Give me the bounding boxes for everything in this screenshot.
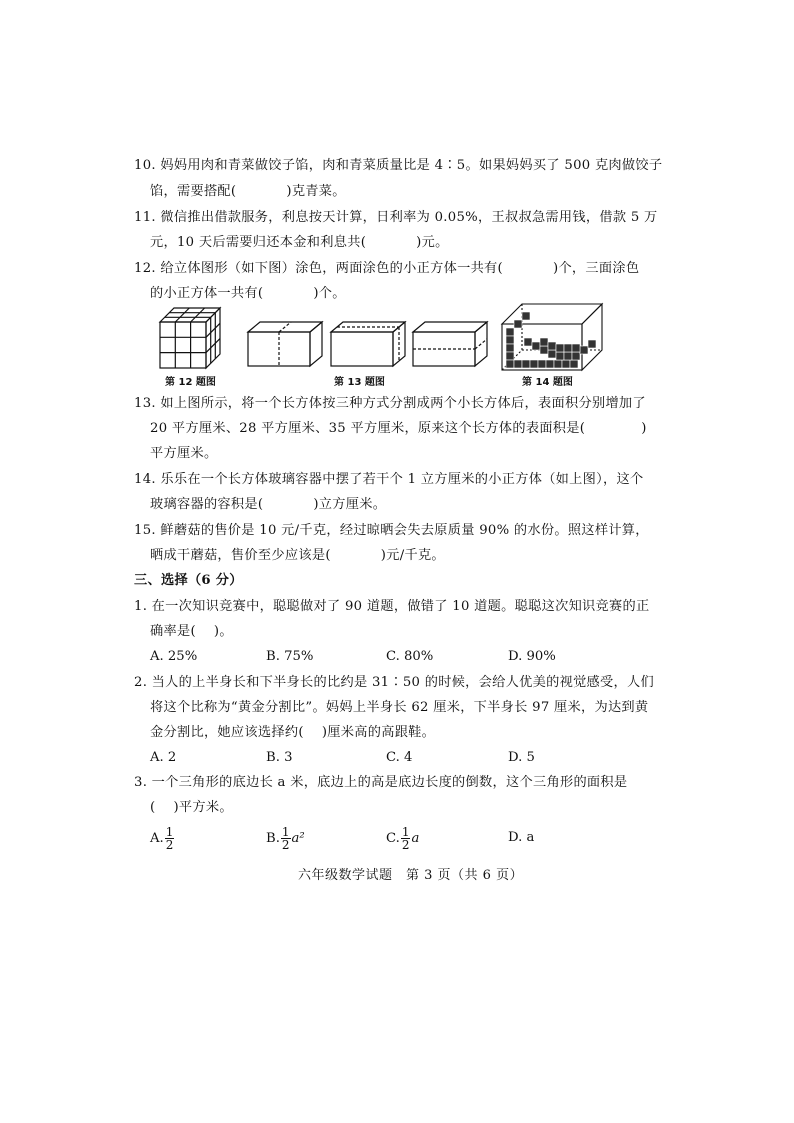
choice-2-option-c[interactable]: C. 4 — [386, 750, 413, 765]
choice-1-text-b: )。 — [213, 624, 233, 639]
question-12-line-1 — [134, 261, 639, 277]
choice-3-text-b: )平方米。 — [173, 800, 233, 815]
numerator: 1 — [401, 825, 410, 839]
question-15-text-b: )元/千克。 — [380, 548, 445, 563]
question-15-text-a: 晒成干蘑菇，售价至少应该是( — [150, 548, 331, 563]
choice-1-option-b[interactable]: B. 75% — [266, 649, 314, 664]
question-11-line-1: 11. 微信推出借款服务，利息按天计算，日利率为 0.05%，王叔叔急需用钱，借款 5 万 — [134, 210, 658, 225]
choice-2-option-a[interactable]: A. 2 — [150, 750, 177, 765]
figure-13-cuboid-a — [246, 320, 326, 372]
numerator: 1 — [281, 825, 290, 839]
choice-1-option-a[interactable]: A. 25% — [150, 649, 198, 664]
question-11-text-b: )元。 — [416, 235, 449, 250]
figure-12-caption: 第 12 题图 — [165, 377, 216, 388]
choice-2-line-3 — [150, 725, 435, 741]
choice-2-text-b: )厘米高的高跟鞋。 — [321, 725, 436, 740]
choice-2-option-d[interactable]: D. 5 — [508, 750, 535, 765]
question-11-text-a: 元，10 天后需要归还本金和利息共( — [150, 235, 367, 250]
choice-1-text-a: 确率是( — [150, 624, 196, 639]
option-label: C. — [386, 831, 400, 846]
choice-2-option-b[interactable]: B. 3 — [266, 750, 293, 765]
denominator: 2 — [281, 838, 290, 852]
question-14-text-a: 玻璃容器的容积是( — [150, 497, 264, 512]
choice-3-option-d[interactable]: D. a — [508, 830, 535, 845]
choice-3-option-c[interactable] — [386, 826, 419, 851]
question-15-line-2 — [150, 548, 445, 564]
fraction — [165, 826, 175, 851]
figure-13-caption: 第 13 题图 — [334, 377, 385, 388]
section-3-title: 三、选择（6 分） — [134, 573, 243, 588]
page-footer: 六年级数学试题 第 3 页（共 6 页） — [298, 868, 524, 883]
figure-14-container — [500, 302, 606, 376]
denominator: 2 — [165, 838, 174, 852]
question-10-text-a: 馅，需要搭配( — [150, 184, 237, 199]
expression: a — [411, 831, 420, 846]
numerator: 1 — [165, 825, 174, 839]
fraction — [401, 826, 411, 851]
question-14-line-2 — [150, 497, 386, 513]
question-13-line-1: 13. 如上图所示，将一个长方体按三种方式分割成两个小长方体后，表面积分别增加了 — [134, 396, 646, 411]
question-11-line-2 — [150, 235, 449, 251]
question-12-line-2 — [150, 286, 346, 302]
question-12-text-c: 的小正方体一共有( — [150, 286, 264, 301]
choice-1-option-c[interactable]: C. 80% — [386, 649, 434, 664]
question-12-text-b: )个，三面涂色 — [553, 261, 640, 276]
choice-1-line-2 — [150, 624, 233, 640]
figure-12-cube — [158, 306, 224, 374]
choice-3-text-a: ( — [150, 800, 156, 815]
question-10-line-2 — [150, 184, 346, 200]
question-13-line-2 — [150, 421, 647, 437]
question-14-text-b: )立方厘米。 — [313, 497, 387, 512]
denominator: 2 — [401, 838, 410, 852]
choice-3-line-2 — [150, 800, 233, 816]
choice-2-text-a: 金分割比，她应该选择约( — [150, 725, 304, 740]
fraction — [281, 826, 291, 851]
choice-3-option-b[interactable] — [266, 826, 305, 851]
question-10-text-b: )克青菜。 — [286, 184, 346, 199]
question-10-line-1: 10. 妈妈用肉和青菜做饺子馅，肉和青菜质量比是 4∶5。如果妈妈买了 500 克肉做饺子 — [134, 158, 663, 173]
expression: a² — [291, 831, 305, 846]
choice-1-option-d[interactable]: D. 90% — [508, 649, 556, 664]
choice-3-option-a[interactable] — [150, 826, 175, 851]
choice-2-line-1: 2. 当人的上半身长和下半身长的比约是 31∶50 的时候，会给人优美的视觉感受，人们 — [134, 675, 654, 690]
choice-3-line-1: 3. 一个三角形的底边长 a 米，底边上的高是底边长度的倒数，这个三角形的面积是 — [134, 775, 628, 790]
figure-13-cuboid-c — [411, 320, 491, 372]
figure-14-caption: 第 14 题图 — [522, 377, 573, 388]
choice-1-line-1: 1. 在一次知识竞赛中，聪聪做对了 90 道题，做错了 10 道题。聪聪这次知识竞赛的正 — [134, 599, 650, 614]
question-12-text-d: )个。 — [313, 286, 346, 301]
question-12-text-a: 12. 给立体图形（如下图）涂色，两面涂色的小正方体一共有( — [134, 261, 503, 276]
choice-2-line-2: 将这个比称为“黄金分割比”。妈妈上半身长 62 厘米，下半身长 97 厘米，为达到黄 — [150, 700, 649, 715]
question-15-line-1: 15. 鲜蘑菇的售价是 10 元/千克，经过晾晒会失去原质量 90% 的水份。照这样计算， — [134, 523, 649, 538]
question-13-text-a: 20 平方厘米、28 平方厘米、35 平方厘米，原来这个长方体的表面积是( — [150, 421, 586, 436]
option-label: A. — [150, 831, 164, 846]
figure-13-cuboid-b — [329, 320, 409, 372]
question-14-line-1: 14. 乐乐在一个长方体玻璃容器中摆了若干个 1 立方厘米的小正方体（如上图），这个 — [134, 472, 644, 487]
question-13-text-b: ) — [641, 421, 647, 436]
option-label: B. — [266, 831, 280, 846]
question-13-line-3: 平方厘米。 — [150, 446, 218, 461]
